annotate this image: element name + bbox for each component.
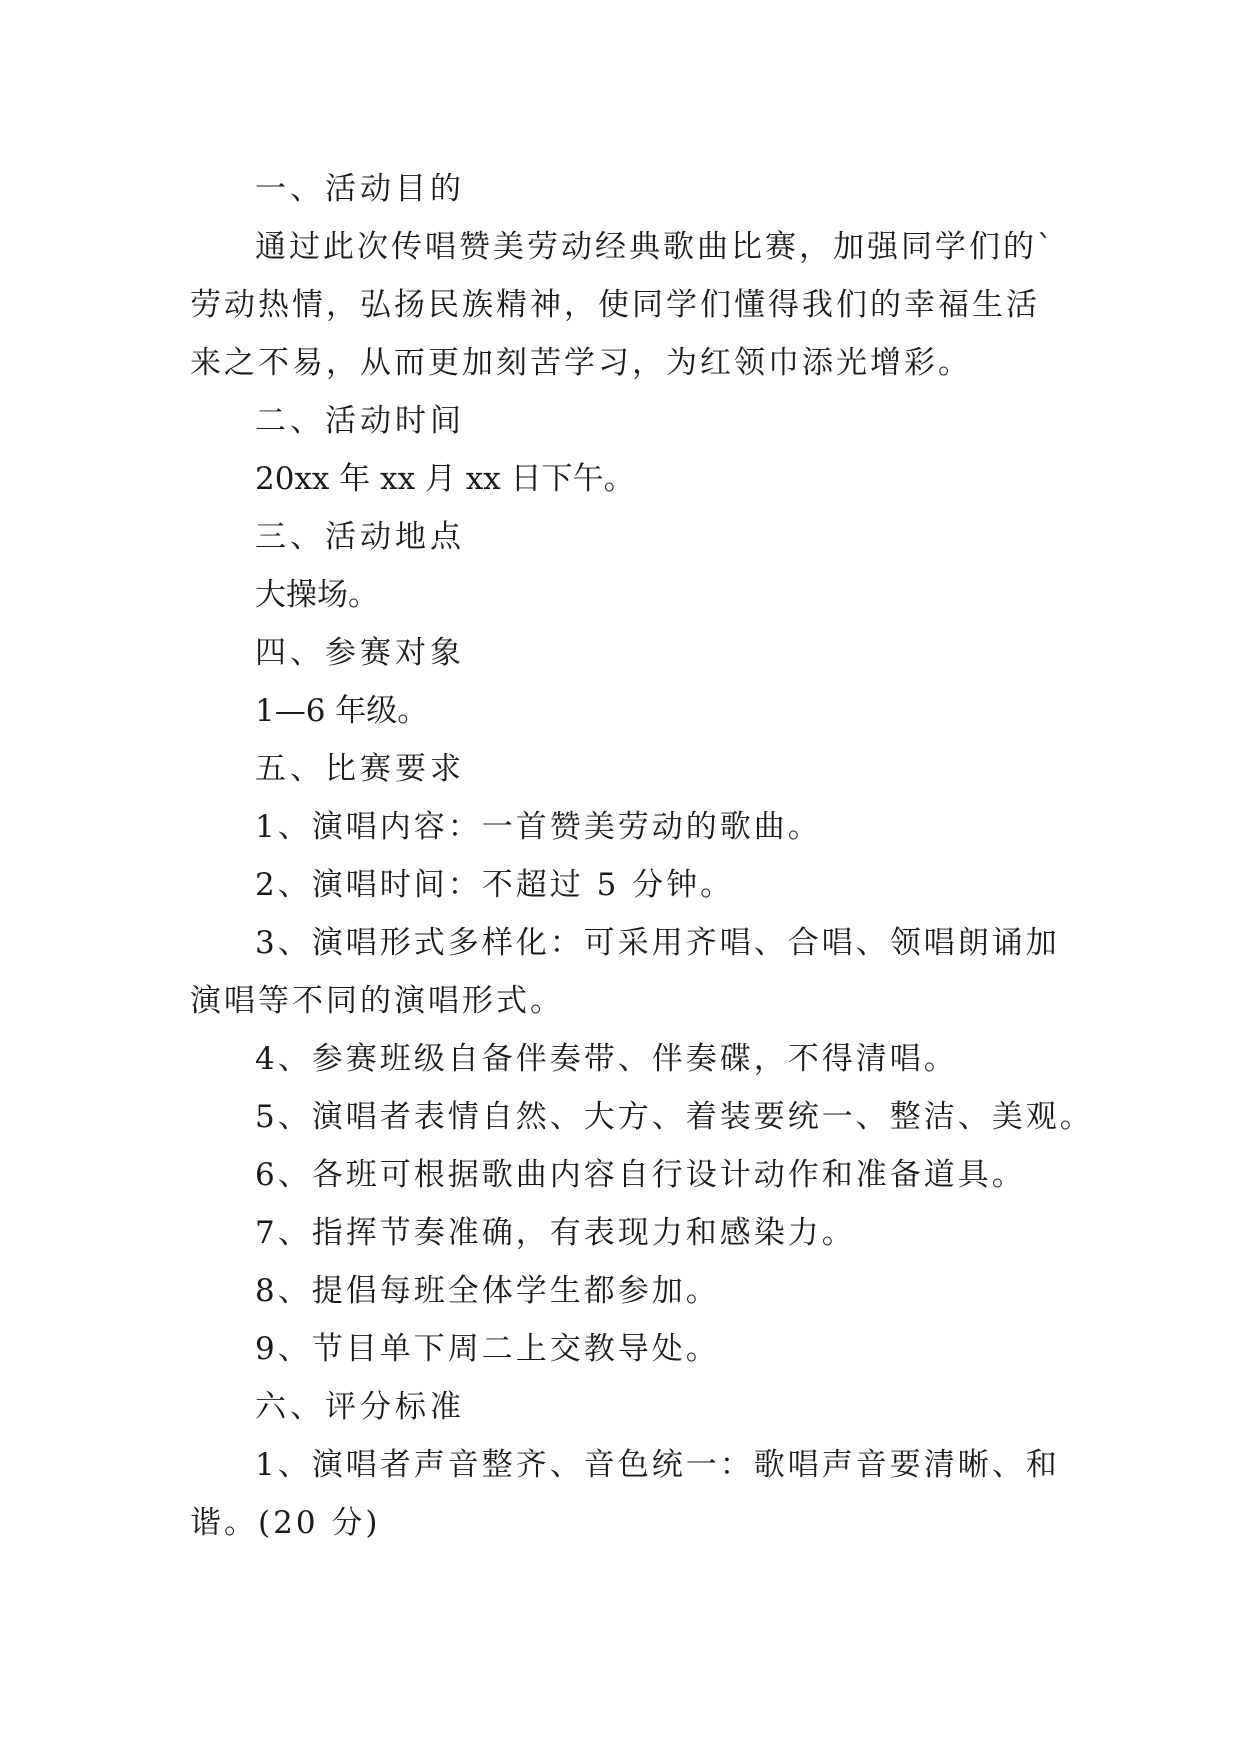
requirement-item-9: 9、节目单下周二上交教导处。 xyxy=(255,1331,720,1367)
requirement-item-2: 2、演唱时间：不超过 5 分钟。 xyxy=(255,867,735,903)
requirement-item-7: 7、指挥节奏准确，有表现力和感染力。 xyxy=(255,1215,856,1251)
requirement-item-8: 8、提倡每班全体学生都参加。 xyxy=(255,1273,720,1309)
section-heading-participants: 四、参赛对象 xyxy=(255,635,465,671)
paragraph-location: 大操场。 xyxy=(255,577,379,613)
section-heading-time: 二、活动时间 xyxy=(255,403,465,439)
requirement-item-5: 5、演唱者表情自然、大方、着装要统一、整洁、美观。 xyxy=(255,1099,1094,1135)
section-heading-location: 三、活动地点 xyxy=(255,519,465,555)
section-heading-purpose: 一、活动目的 xyxy=(255,171,465,207)
paragraph-purpose: 通过此次传唱赞美劳动经典歌曲比赛，加强同学们的`劳动热情，弘扬民族精神，使同学们懂得我们的幸福生活来之不易，从而更加刻苦学习，为红领巾添光增彩。 xyxy=(190,229,1056,381)
requirement-item-4: 4、参赛班级自备伴奏带、伴奏碟，不得清唱。 xyxy=(255,1041,958,1077)
requirement-item-6: 6、各班可根据歌曲内容自行设计动作和准备道具。 xyxy=(255,1157,1026,1193)
paragraph-time: 20xx 年 xx 月 xx 日下午。 xyxy=(255,461,635,497)
document-body xyxy=(190,160,1094,1552)
section-heading-scoring: 六、评分标准 xyxy=(255,1389,465,1425)
requirement-item-1: 1、演唱内容：一首赞美劳动的歌曲。 xyxy=(255,809,822,845)
requirement-item-3: 3、演唱形式多样化：可采用齐唱、合唱、领唱朗诵加演唱等不同的演唱形式。 xyxy=(190,925,1060,1019)
paragraph-participants: 1—6 年级。 xyxy=(255,693,429,729)
scoring-item-1: 1、演唱者声音整齐、音色统一：歌唱声音要清晰、和谐。(20 分) xyxy=(190,1447,1060,1541)
section-heading-requirements: 五、比赛要求 xyxy=(255,751,465,787)
